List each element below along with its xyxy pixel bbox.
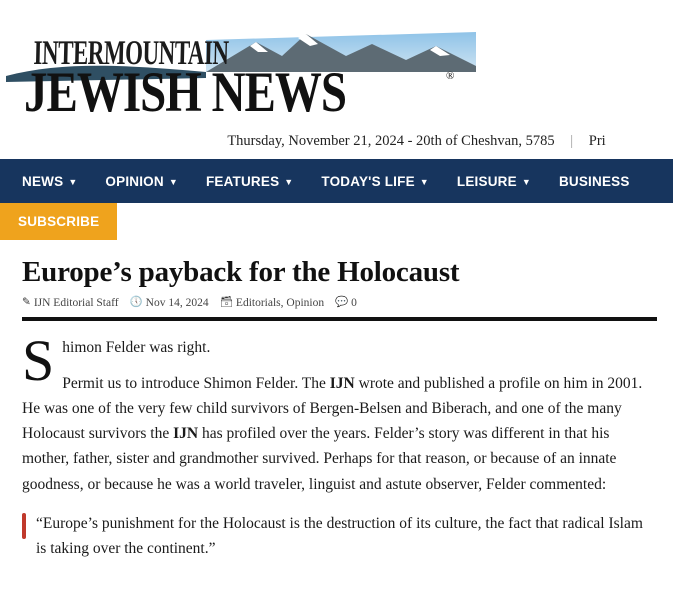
drop-cap: S bbox=[22, 328, 55, 393]
title-divider bbox=[22, 317, 657, 321]
folder-icon: 🗃 bbox=[219, 296, 233, 308]
chevron-down-icon: ▼ bbox=[419, 176, 429, 187]
chevron-down-icon: ▼ bbox=[168, 176, 178, 187]
p2-part-c: has profiled over the years. Felder’s story was different in that his mother, father, sister and grandmother survived. Perhaps for that reason, or because of an innate goodness, or because he was a world traveler, linguist and astute observer, Felder commented: bbox=[22, 425, 617, 493]
chevron-down-icon: ▼ bbox=[521, 176, 531, 187]
clock-icon: 🕔 bbox=[129, 296, 143, 308]
masthead bbox=[0, 0, 673, 125]
p2-bold-2: IJN bbox=[173, 425, 199, 443]
subscribe-button[interactable]: SUBSCRIBE bbox=[0, 203, 117, 240]
date-separator: | bbox=[570, 133, 574, 149]
meta-date bbox=[130, 297, 209, 309]
p2-part-a: Permit us to introduce Shimon Felder. The bbox=[62, 375, 330, 393]
nav-label: OPINION bbox=[105, 173, 164, 189]
meta-author bbox=[22, 297, 119, 309]
meta-categories[interactable] bbox=[220, 297, 325, 309]
nav-item-todays-life[interactable] bbox=[307, 159, 443, 203]
meta-comments[interactable] bbox=[335, 297, 357, 309]
nav-item-business[interactable] bbox=[545, 159, 644, 203]
site-logo[interactable] bbox=[6, 8, 476, 125]
p2-part-b: wrote and published a profile on him in 2001. He was one of the very few child survivors of Bergen-Belsen and Biberach, and one of the many Holocaust survivors the bbox=[22, 375, 643, 443]
logo-text-jewish-news: JEWISH NEWS bbox=[24, 61, 347, 125]
current-date: Thursday, November 21, 2024 - 20th of Cheshvan, 5785 bbox=[227, 133, 555, 149]
nav-label: NEWS bbox=[22, 173, 64, 189]
nav-label: TODAY'S LIFE bbox=[321, 173, 415, 189]
author-name: IJN Editorial Staff bbox=[33, 297, 119, 309]
publish-date: Nov 14, 2024 bbox=[145, 297, 209, 309]
nav-item-opinion[interactable] bbox=[91, 159, 192, 203]
article-body bbox=[22, 328, 657, 561]
nav-item-features[interactable] bbox=[192, 159, 307, 203]
article bbox=[0, 240, 673, 561]
article-meta bbox=[22, 297, 657, 315]
first-paragraph-block bbox=[22, 328, 657, 497]
pen-icon: ✎ bbox=[22, 296, 31, 308]
comment-icon: 💬 bbox=[335, 296, 349, 308]
p2-bold-1: IJN bbox=[329, 375, 355, 393]
chevron-down-icon: ▼ bbox=[284, 176, 294, 187]
paragraph-2 bbox=[22, 371, 657, 497]
nav-label: LEISURE bbox=[456, 173, 517, 189]
paragraph-1: himon Felder was right. bbox=[62, 339, 211, 356]
nav-item-news[interactable] bbox=[8, 159, 91, 203]
print-link[interactable]: Pri bbox=[588, 133, 606, 149]
registered-mark: ® bbox=[446, 70, 455, 82]
main-navigation bbox=[0, 159, 673, 203]
nav-item-leisure[interactable] bbox=[443, 159, 545, 203]
category-names: Editorials, Opinion bbox=[235, 297, 325, 309]
nav-label: BUSINESS bbox=[558, 173, 630, 189]
page-title: Europe’s payback for the Holocaust bbox=[22, 256, 460, 288]
date-bar bbox=[0, 125, 673, 159]
logo-text-intermountain: INTERMOUNTAIN bbox=[33, 34, 229, 72]
subscribe-bar bbox=[0, 203, 673, 240]
quote-accent-bar bbox=[22, 513, 26, 539]
pull-quote bbox=[22, 511, 657, 561]
nav-label: FEATURES bbox=[205, 173, 280, 189]
pull-quote-text: “Europe’s punishment for the Holocaust is the destruction of its culture, the fact that radical Islam is taking over the continent.” bbox=[36, 514, 643, 557]
comment-count: 0 bbox=[351, 297, 357, 309]
chevron-down-icon: ▼ bbox=[68, 176, 78, 187]
